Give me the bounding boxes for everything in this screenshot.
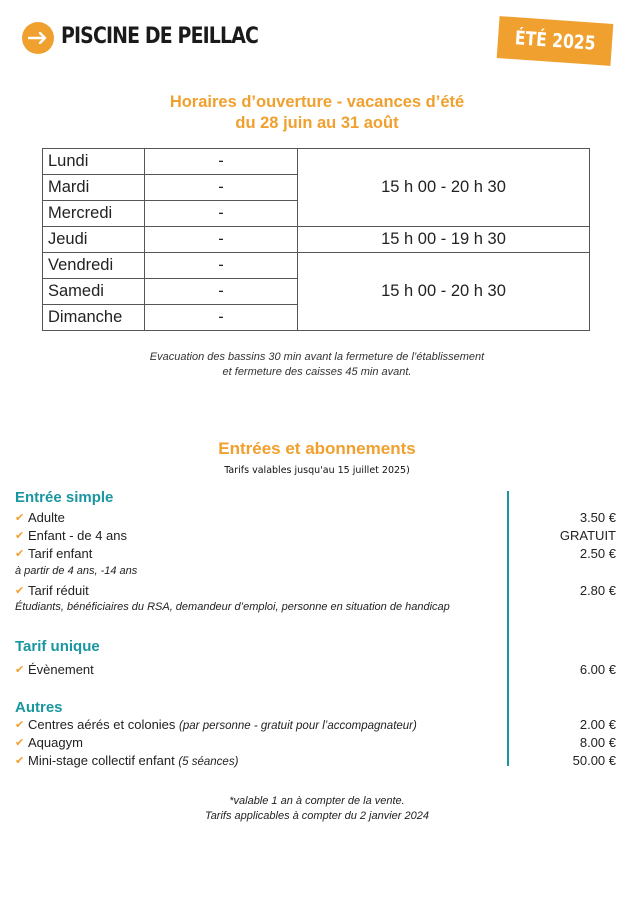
price-value: 2.50 € [579, 545, 616, 561]
hours-cell: 15 h 00 - 20 h 30 [298, 149, 590, 227]
schedule-title [0, 92, 634, 134]
schedule-table [42, 148, 590, 331]
price-value: 8.00 € [579, 734, 616, 750]
price-value: 50.00 € [572, 752, 616, 768]
check-icon: ✔ [15, 529, 25, 542]
price-label [28, 753, 573, 768]
price-row-centres-aeres [15, 715, 616, 733]
price-row-mini-stage [15, 751, 616, 769]
price-label: Enfant - de 4 ans [28, 527, 128, 543]
price-value: 3.50 € [579, 509, 616, 525]
tarif-enfant-note: à partir de 4 ans, -14 ans [15, 565, 138, 577]
price-label: Tarif réduit [28, 582, 89, 598]
evacuation-note-line1: Evacuation des bassins 30 min avant la fermeture de l’établissement [149, 351, 485, 363]
price-label: Tarif enfant [28, 545, 93, 561]
price-label [28, 735, 580, 750]
validity-note: Tarifs valables jusqu'au 15 juillet 2025) [224, 465, 410, 476]
dash-cell: - [145, 279, 298, 305]
evacuation-note-line2: et fermeture des caisses 45 min avant. [222, 366, 412, 378]
price-value: 2.80 € [579, 582, 616, 598]
price-label-text: Mini-stage collectif enfant [28, 752, 175, 768]
dash-cell: - [145, 253, 298, 279]
arrow-right-icon [22, 22, 54, 54]
dash-cell: - [145, 149, 298, 175]
check-icon: ✔ [15, 754, 25, 767]
day-cell: Mardi [43, 175, 145, 201]
price-row-evenement [15, 660, 616, 678]
footer-note-line2: Tarifs applicables à compter du 2 janvier 2024 [204, 810, 429, 822]
check-icon: ✔ [15, 584, 25, 597]
day-cell: Samedi [43, 279, 145, 305]
price-label-text: Centres aérés et colonies [28, 716, 176, 732]
category-tarif-unique: Tarif unique [15, 638, 100, 655]
check-icon: ✔ [15, 736, 25, 749]
tarif-reduit-note: Étudiants, bénéficiaires du RSA, demandeur d’emploi, personne en situation de handicap [15, 601, 450, 613]
price-label-detail: (par personne - gratuit pour l’accompagnateur) [179, 719, 417, 732]
price-value: 6.00 € [579, 661, 616, 677]
day-cell: Mercredi [43, 201, 145, 227]
evacuation-note [0, 350, 634, 380]
day-cell: Dimanche [43, 305, 145, 331]
price-label [28, 717, 580, 732]
check-icon: ✔ [15, 663, 25, 676]
footer-note [0, 794, 634, 824]
category-autres: Autres [15, 699, 63, 716]
season-badge [497, 16, 614, 66]
schedule-title-line1: Horaires d’ouverture - vacances d’été [169, 93, 465, 111]
price-value: 2.00 € [579, 716, 616, 732]
check-icon: ✔ [15, 547, 25, 560]
day-cell: Jeudi [43, 227, 145, 253]
day-cell: Vendredi [43, 253, 145, 279]
table-row [43, 149, 590, 175]
pricing-title: Entrées et abonnements [218, 439, 416, 458]
hours-cell: 15 h 00 - 20 h 30 [298, 253, 590, 331]
dash-cell: - [145, 175, 298, 201]
table-row [43, 253, 590, 279]
season-badge-label: ÉTÉ 2025 [513, 27, 597, 55]
category-entree-simple: Entrée simple [15, 489, 114, 506]
schedule-title-line2: du 28 juin au 31 août [235, 114, 399, 132]
price-row-tarif-enfant [15, 544, 616, 562]
hours-cell: 15 h 00 - 19 h 30 [298, 227, 590, 253]
price-row-adulte [15, 508, 616, 526]
check-icon: ✔ [15, 511, 25, 524]
price-label-text: Aquagym [28, 734, 83, 750]
price-label-detail: (5 séances) [178, 755, 239, 768]
table-row [43, 227, 590, 253]
dash-cell: - [145, 227, 298, 253]
price-label: Adulte [28, 509, 65, 525]
day-cell: Lundi [43, 149, 145, 175]
price-row-enfant-moins-4 [15, 526, 616, 544]
price-label: Évènement [28, 661, 94, 677]
check-icon: ✔ [15, 718, 25, 731]
footer-note-line1: *valable 1 an à compter de la vente. [229, 795, 405, 807]
dash-cell: - [145, 305, 298, 331]
price-value: GRATUIT [559, 527, 616, 543]
dash-cell: - [145, 201, 298, 227]
price-row-tarif-reduit [15, 581, 616, 599]
page-title: PISCINE DE PEILLAC [61, 24, 259, 49]
price-row-aquagym [15, 733, 616, 751]
